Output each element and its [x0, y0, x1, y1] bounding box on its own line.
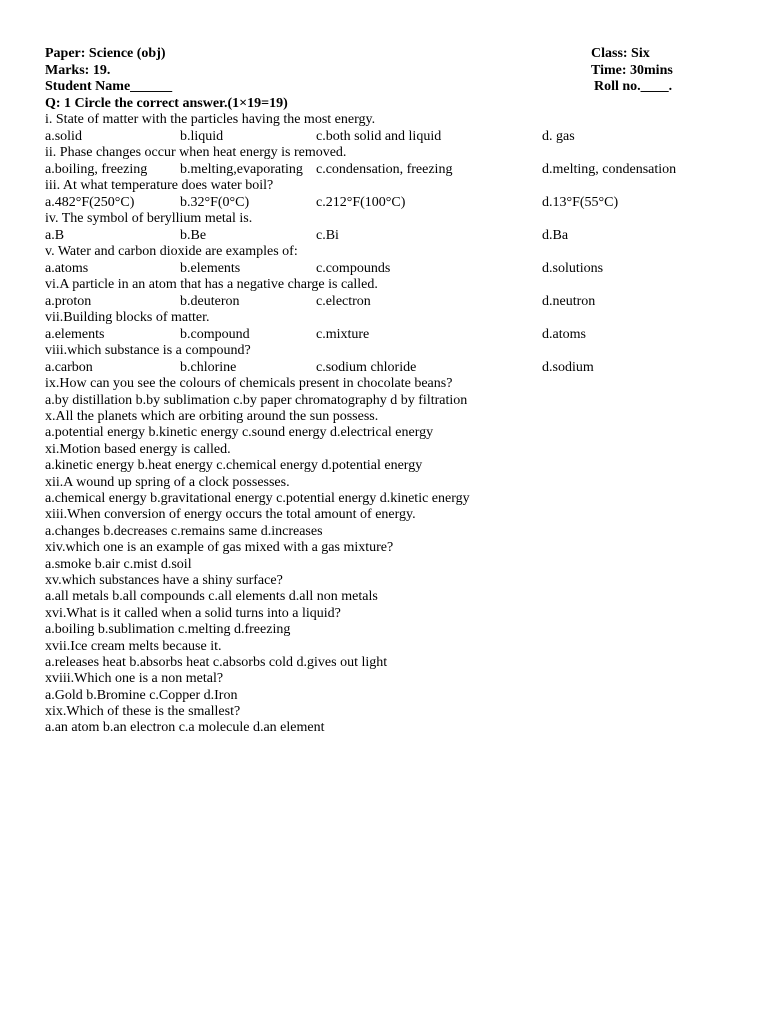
option-b: b.Be	[180, 227, 207, 243]
option-c: c.electron	[316, 293, 371, 309]
question-text: i. State of matter with the particles having the most energy.	[45, 112, 376, 128]
question-text: xvii.Ice cream melts because it.	[45, 638, 222, 654]
option-d: d.Ba	[542, 227, 569, 243]
options-row	[45, 162, 735, 179]
question-text: xix.Which of these is the smallest?	[45, 704, 241, 720]
option-a: a.carbon	[45, 359, 93, 375]
option-c: c.both solid and liquid	[316, 128, 442, 144]
header-row-3	[45, 79, 735, 96]
student-name-field: Student Name______	[45, 79, 173, 95]
question-text: x.All the planets which are orbiting around the sun possess.	[45, 409, 379, 425]
time-label: Time: 30mins	[591, 62, 673, 78]
marks-label: Marks: 19.	[45, 62, 111, 78]
roll-number-field: Roll no.____.	[594, 79, 673, 95]
options-line: a.changes b.decreases c.remains same d.increases	[45, 523, 323, 539]
option-a: a.atoms	[45, 260, 89, 276]
exam-sheet	[45, 46, 735, 737]
options-line: a.potential energy b.kinetic energy c.sound energy d.electrical energy	[45, 425, 434, 441]
options-line: a.by distillation b.by sublimation c.by paper chromatography d by filtration	[45, 392, 468, 408]
option-b: b.compound	[180, 326, 250, 342]
option-b: b.chlorine	[180, 359, 237, 375]
option-b: b.deuteron	[180, 293, 240, 309]
question-block-q6	[45, 277, 735, 310]
options-line: a.releases heat b.absorbs heat c.absorbs cold d.gives out light	[45, 654, 388, 670]
question-block-q4	[45, 211, 735, 244]
options-line: a.boiling b.sublimation c.melting d.freezing	[45, 622, 291, 638]
question-block-q8	[45, 343, 735, 376]
options-line: a.smoke b.air c.mist d.soil	[45, 556, 192, 572]
option-c: c.condensation, freezing	[316, 161, 453, 177]
option-b: b.liquid	[180, 128, 224, 144]
options-line: a.an atom b.an electron c.a molecule d.an element	[45, 720, 325, 736]
option-b: b.melting,evaporating	[180, 161, 303, 177]
option-c: c.mixture	[316, 326, 370, 342]
header-row-1	[45, 46, 735, 63]
option-c: c.sodium chloride	[316, 359, 417, 375]
options-row	[45, 261, 735, 278]
paper-title: Paper: Science (obj)	[45, 46, 166, 61]
question-text: iv. The symbol of beryllium metal is.	[45, 211, 253, 227]
question-block-q1	[45, 112, 735, 145]
option-d: d. gas	[542, 128, 575, 144]
option-a: a.proton	[45, 293, 92, 309]
option-a: a.boiling, freezing	[45, 161, 148, 177]
options-row	[45, 360, 735, 377]
option-c: c.Bi	[316, 227, 339, 243]
question-text: xiv.which one is an example of gas mixed with a gas mixture?	[45, 540, 394, 556]
question-text: viii.which substance is a compound?	[45, 343, 251, 359]
class-label: Class: Six	[591, 46, 650, 61]
question-text: vi.A particle in an atom that has a negative charge is called.	[45, 277, 378, 293]
question-text: vii.Building blocks of matter.	[45, 310, 210, 326]
question-text: xvi.What is it called when a solid turns into a liquid?	[45, 605, 341, 621]
options-row	[45, 129, 735, 146]
question-text: iii. At what temperature does water boil?	[45, 178, 274, 194]
option-a: a.solid	[45, 128, 82, 144]
options-row	[45, 195, 735, 212]
question-text: xviii.Which one is a non metal?	[45, 671, 224, 687]
option-b: b.32°F(0°C)	[180, 194, 250, 210]
question-text: ix.How can you see the colours of chemicals present in chocolate beans?	[45, 376, 453, 392]
option-d: d.neutron	[542, 293, 596, 309]
options-line: a.kinetic energy b.heat energy c.chemical energy d.potential energy	[45, 458, 423, 474]
question-text: xii.A wound up spring of a clock possesses.	[45, 474, 290, 490]
options-line: a.Gold b.Bromine c.Copper d.Iron	[45, 687, 238, 703]
option-a: a.B	[45, 227, 65, 243]
question-block-q7	[45, 310, 735, 343]
instruction: Q: 1 Circle the correct answer.(1×19=19)	[45, 95, 288, 111]
question-text: xiii.When conversion of energy occurs the total amount of energy.	[45, 507, 416, 523]
option-d: d.sodium	[542, 359, 594, 375]
question-text: xv.which substances have a shiny surface?	[45, 572, 283, 588]
header-row-2	[45, 63, 735, 80]
options-line: a.chemical energy b.gravitational energy c.potential energy d.kinetic energy	[45, 490, 470, 506]
question-block-q3	[45, 178, 735, 211]
option-c: c.compounds	[316, 260, 391, 276]
question-text: xi.Motion based energy is called.	[45, 441, 231, 457]
option-d: d.melting, condensation	[542, 161, 677, 177]
question-block-q5	[45, 244, 735, 277]
options-line: a.all metals b.all compounds c.all elements d.all non metals	[45, 589, 378, 605]
options-row	[45, 327, 735, 344]
option-b: b.elements	[180, 260, 241, 276]
question-text: ii. Phase changes occur when heat energy is removed.	[45, 145, 347, 161]
option-a: a.elements	[45, 326, 105, 342]
question-text: v. Water and carbon dioxide are examples of:	[45, 244, 298, 260]
options-row	[45, 294, 735, 311]
options-row	[45, 228, 735, 245]
question-block-q2	[45, 145, 735, 178]
option-d: d.atoms	[542, 326, 586, 342]
option-d: d.13°F(55°C)	[542, 194, 619, 210]
option-d: d.solutions	[542, 260, 604, 276]
option-c: c.212°F(100°C)	[316, 194, 406, 210]
option-a: a.482°F(250°C)	[45, 194, 135, 210]
